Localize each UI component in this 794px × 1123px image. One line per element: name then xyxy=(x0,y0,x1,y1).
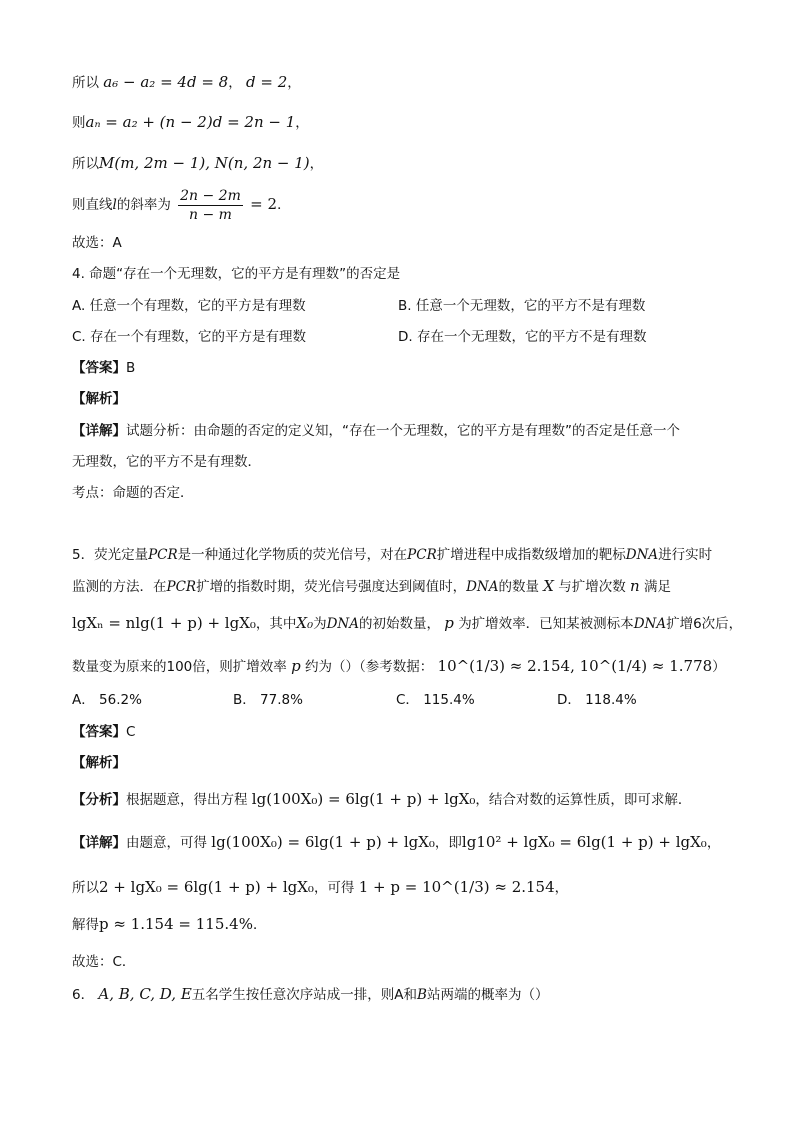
q5-option-a: A． 56.2% xyxy=(72,692,142,708)
label: 【分析】 xyxy=(72,792,126,808)
number: 6 xyxy=(693,616,702,632)
solution-line-2 xyxy=(72,112,309,133)
label: 【详解】 xyxy=(72,835,126,851)
text: 和 xyxy=(403,987,418,1003)
text: 监测的方法．在 xyxy=(72,579,167,595)
text: ． xyxy=(252,917,267,933)
text: 满足 xyxy=(644,579,672,595)
text: 次后， xyxy=(701,616,743,632)
equation: a₆ − a₂ = 4d = 8 xyxy=(103,73,229,91)
equation: lgXₙ = nlg(1 + p) + lgX₀ xyxy=(72,614,256,632)
equation: aₙ = a₂ + (n − 2)d = 2n − 1 xyxy=(85,113,296,131)
text: 扩增 xyxy=(666,616,694,632)
text: 约为（）（参考数据： xyxy=(304,659,434,675)
punct: ， xyxy=(287,75,301,91)
text: ，结合对数的运算性质，即可求解． xyxy=(475,792,692,808)
var: X xyxy=(543,577,554,595)
equation: = 2 xyxy=(250,195,278,213)
q5-answer xyxy=(72,722,135,742)
answer: C xyxy=(126,724,136,740)
term: DNA xyxy=(326,616,359,632)
q5-stem-line-1 xyxy=(72,545,712,565)
q5-option-c: C． 115.4% xyxy=(396,692,475,708)
punct: ， xyxy=(295,115,309,131)
q5-detail-line-1 xyxy=(72,832,720,853)
text: 是一种通过化学物质的荧光信号，对在 xyxy=(177,547,408,563)
equation: lg10² + lgX₀ = 6lg(1 + p) + lgX₀ xyxy=(461,833,707,851)
text: 则 xyxy=(72,115,86,131)
var: p xyxy=(444,614,454,632)
text: ，可得 xyxy=(313,880,355,896)
q4-point: 考点：命题的否定． xyxy=(72,485,194,501)
text: 根据题意，得出方程 xyxy=(126,792,248,808)
text: 则直线 xyxy=(72,197,113,213)
reference-data: 10^(1/3) ≈ 2.154, 10^(1/4) ≈ 1.778 xyxy=(437,657,713,675)
q5-detail-line-2 xyxy=(72,877,568,898)
answer: B xyxy=(126,360,136,376)
text: 解得 xyxy=(72,917,99,933)
text: ， xyxy=(706,835,721,851)
var: l xyxy=(112,197,117,213)
text: 数量变为原来的 xyxy=(72,659,167,675)
q4-option-d: D. 存在一个无理数，它的平方不是有理数 xyxy=(398,329,647,345)
text: 倍，则扩增效率 xyxy=(192,659,287,675)
var: p xyxy=(291,657,301,675)
text: 试题分析：由命题的否定的定义知，“存在一个无理数，它的平方是有理数”的否定是任意一个 xyxy=(126,423,680,439)
text: ） xyxy=(712,659,726,675)
term: PCR xyxy=(166,579,197,595)
text: 进行实时 xyxy=(658,547,713,563)
q5-fenxi xyxy=(72,789,691,810)
text: 由题意，可得 xyxy=(126,835,207,851)
text: 的初始数量， xyxy=(358,616,440,632)
question-6-stem xyxy=(72,984,548,1005)
equation: p ≈ 1.154 = 115.4% xyxy=(99,915,253,933)
q4-option-b: B. 任意一个无理数，它的平方不是有理数 xyxy=(398,298,646,314)
slope-fraction xyxy=(178,188,243,223)
equation: lg(100X₀) = 6lg(1 + p) + lgX₀ xyxy=(211,833,435,851)
solution-line-1 xyxy=(72,72,301,93)
text: ，其中 xyxy=(255,616,297,632)
term: DNA xyxy=(625,547,659,563)
q5-analysis-label: 【解析】 xyxy=(72,755,126,771)
text: 的数量 xyxy=(498,579,539,595)
numerator: 2n − 2m xyxy=(180,187,241,204)
number: 100 xyxy=(166,659,193,675)
text: 站两端的概率为（） xyxy=(426,987,549,1003)
number: 6． xyxy=(72,987,95,1003)
q4-option-a: A. 任意一个有理数，它的平方是有理数 xyxy=(72,298,306,314)
text: 扩增进程中成指数级增加的靶标 xyxy=(436,547,626,563)
var: X₀ xyxy=(296,614,314,632)
solution-conclusion: 故选：A xyxy=(72,235,122,251)
q4-detail-line-2: 无理数，它的平方不是有理数． xyxy=(72,454,261,470)
term: PCR xyxy=(407,547,437,563)
q5-stem-line-4 xyxy=(72,656,726,677)
term: PCR xyxy=(148,547,178,563)
text: ， xyxy=(554,880,569,896)
q5-final: 故选：C． xyxy=(72,954,136,970)
text: 与扩增次数 xyxy=(558,579,626,595)
label: 【详解】 xyxy=(72,423,126,439)
punct: ， xyxy=(228,75,242,91)
text: 所以 xyxy=(72,75,99,91)
term: DNA xyxy=(466,579,499,595)
var: n xyxy=(630,577,640,595)
q4-answer xyxy=(72,358,135,378)
q4-analysis-label: 【解析】 xyxy=(72,391,126,407)
solution-line-3 xyxy=(72,153,323,174)
q4-detail-line-1 xyxy=(72,421,680,441)
text: 五名学生按任意次序站成一排，则 xyxy=(191,987,395,1003)
equation: 2 + lgX₀ = 6lg(1 + p) + lgX₀ xyxy=(99,878,314,896)
letter: A xyxy=(394,987,404,1003)
text: 所以 xyxy=(72,156,99,172)
equation: d = 2 xyxy=(246,73,288,91)
equation: lg(100X₀) = 6lg(1 + p) + lgX₀ xyxy=(251,790,476,808)
label: 【答案】 xyxy=(72,724,126,740)
text: 的斜率为 xyxy=(116,197,171,213)
q5-stem-line-3 xyxy=(72,613,742,634)
equation: M(m, 2m − 1), N(n, 2n − 1) xyxy=(99,154,310,172)
equation: 1 + p = 10^(1/3) ≈ 2.154 xyxy=(358,878,555,896)
equation: A, B, C, D, E xyxy=(98,985,192,1003)
solution-line-4 xyxy=(72,186,291,223)
text: 所以 xyxy=(72,880,99,896)
q5-option-d: D． 118.4% xyxy=(557,692,637,708)
q4-option-c: C. 存在一个有理数，它的平方是有理数 xyxy=(72,329,307,345)
punct: ， xyxy=(309,156,324,172)
question-4-stem: 4. 命题“存在一个无理数，它的平方是有理数”的否定是 xyxy=(72,266,401,282)
q5-detail-line-3 xyxy=(72,914,266,935)
term: DNA xyxy=(633,616,667,632)
text: 为扩增效率．已知某被测标本 xyxy=(458,616,634,632)
letter: B xyxy=(417,987,427,1003)
q5-option-b: B． 77.8% xyxy=(233,692,303,708)
denominator: n − m xyxy=(189,206,232,223)
text: 扩增的指数时期，荧光信号强度达到阈值时， xyxy=(196,579,467,595)
text: 5．荧光定量 xyxy=(72,547,149,563)
text: 为 xyxy=(313,616,327,632)
label: 【答案】 xyxy=(72,360,126,376)
text: ，即 xyxy=(434,835,462,851)
punct: ． xyxy=(277,197,291,213)
q5-stem-line-2 xyxy=(72,576,671,597)
